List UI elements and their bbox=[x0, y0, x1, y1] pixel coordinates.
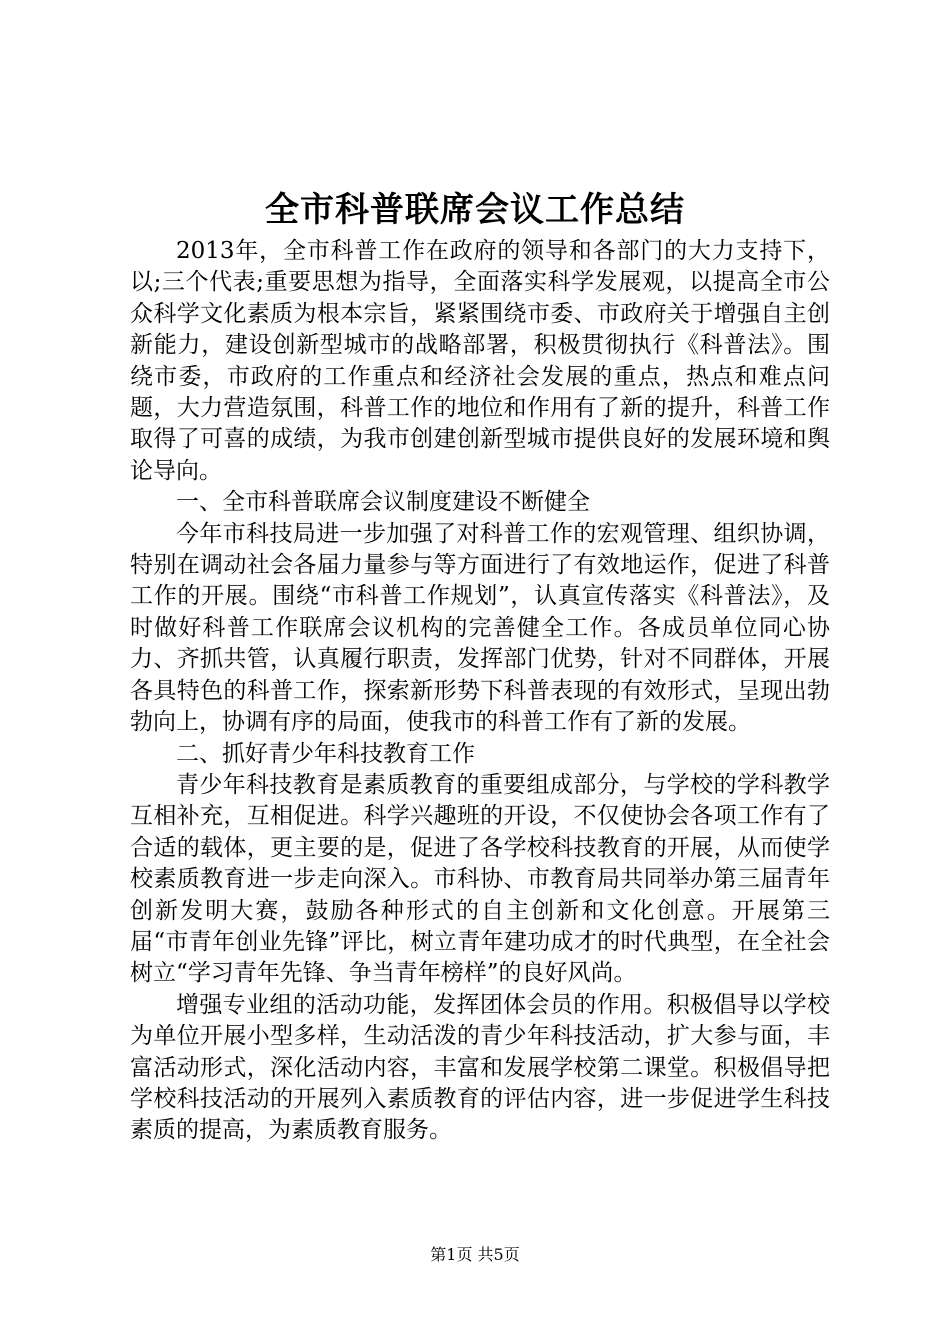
intro-paragraph: 2013年，全市科普工作在政府的领导和各部门的大力支持下，以;三个代表;重要思想为指导，全面落实科学发展观，以提高全市公众科学文化素质为根本宗旨，紧紧围绕市委、市政府关于增强自主创新能力，建设创新型城市的战略部署，积极贯彻执行《科普法》。围绕市委，市政府的工作重点和经济社会发展的重点，热点和难点问题，大力营造氛围，科普工作的地位和作用有了新的提升，科普工作取得了可喜的成绩，为我市创建创新型城市提供良好的发展环境和舆论导向。 bbox=[130, 238, 830, 484]
section-1-paragraph: 今年市科技局进一步加强了对科普工作的宏观管理、组织协调，特别在调动社会各届力量参与等方面进行了有效地运作，促进了科普工作的开展。围绕“市科普工作规划”，认真宣传落实《科普法》，及时做好科普工作联席会议机构的完善健全工作。各成员单位同心协力、齐抓共管，认真履行职责，发挥部门优势，针对不同群体，开展各具特色的科普工作，探索新形势下科普表现的有效形式，呈现出勃勃向上，协调有序的局面，使我市的科普工作有了新的发展。 bbox=[130, 520, 830, 736]
section-heading-2: 二、抓好青少年科技教育工作 bbox=[176, 740, 475, 767]
document-title: 全市科普联席会议工作总结 bbox=[265, 190, 685, 230]
section-heading-1: 一、全市科普联席会议制度建设不断健全 bbox=[176, 489, 590, 516]
document-body bbox=[130, 236, 830, 1147]
section-2-paragraph-2: 增强专业组的活动功能，发挥团体会员的作用。积极倡导以学校为单位开展小型多样，生动活泼的青少年科技活动，扩大参与面，丰富活动形式，深化活动内容，丰富和发展学校第二课堂。积极倡导把学校科技活动的开展列入素质教育的评估内容，进一步促进学生科技素质的提高，为素质教育服务。 bbox=[130, 991, 830, 1144]
section-2-paragraph-1: 青少年科技教育是素质教育的重要组成部分，与学校的学科教学互相补充，互相促进。科学兴趣班的开设，不仅使协会各项工作有了合适的载体，更主要的是，促进了各学校科技教育的开展，从而使学校素质教育进一步走向深入。市科协、市教育局共同举办第三届青年创新发明大赛，鼓励各种形式的自主创新和文化创意。开展第三届“市青年创业先锋”评比，树立青年建功成才的时代典型，在全社会树立“学习青年先锋、争当青年榜样”的良好风尚。 bbox=[130, 771, 830, 987]
page-number-footer: 第1页 共5页 bbox=[430, 1245, 520, 1264]
